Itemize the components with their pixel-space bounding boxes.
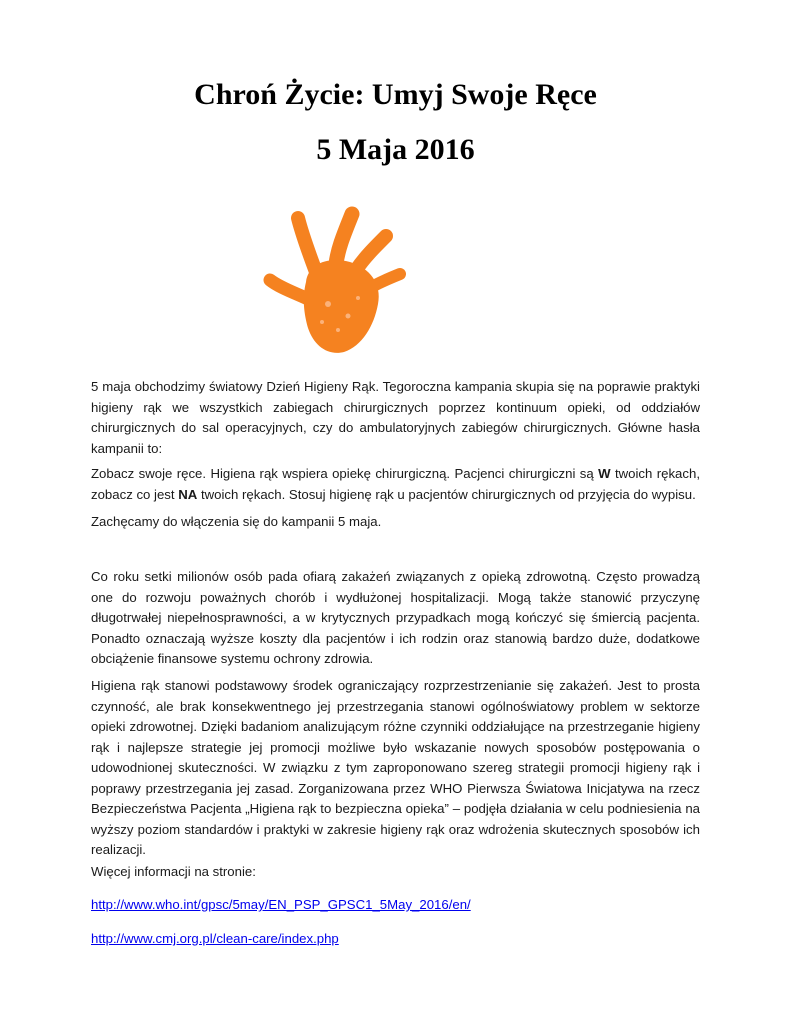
document-date-title: 5 Maja 2016 <box>316 133 475 166</box>
handprint-index-finger <box>298 218 316 272</box>
intro-paragraph: 5 maja obchodzimy światowy Dzień Higieny Rąk. Tegoroczna kampania skupia się na poprawie praktyki higieny rąk we wszystkich zabiegach chirurgicznych poprzez kontinuum opieki, od oddziałów chirurgicznych do sal operacyjnych, czy do ambulatoryjnych zabiegów chirurgicznych. Główne hasła kampanii to: <box>91 379 700 456</box>
cmj-link[interactable]: http://www.cmj.org.pl/clean-care/index.php <box>91 931 339 946</box>
infections-paragraph: Co roku setki milionów osób pada ofiarą zakażeń związanych z opieką zdrowotną. Często prowadzą one do rozwoju poważnych chorób i wydłużonej hospitalizacji. Mogą także stanowić przyczynę długotrwałej niepełnosprawności, a w krytycznych przypadkach mogą kończyć się śmiercią pacjenta. Ponadto oznaczają wyższe koszty dla pacjentów i ich rodzin oraz stanowią bardzo duże, dodatkowe obciążenie finansowe systemu ochrony zdrowia. <box>91 569 700 666</box>
handprint-middle-finger <box>336 214 352 264</box>
handprint-little-finger <box>370 274 400 288</box>
slogan-paragraph <box>91 464 700 505</box>
handprint-ring-finger <box>356 236 386 270</box>
handprint-thumb <box>270 280 310 300</box>
slogan-text-3: twoich rękach. Stosuj higienę rąk u pacjentów chirurgicznych od przyjęcia do wypisu. <box>197 486 696 502</box>
more-info-label: Więcej informacji na stronie: <box>91 864 256 879</box>
document-title: Chroń Życie: Umyj Swoje Ręce <box>194 78 597 111</box>
slogan-bold-na: NA <box>178 486 198 502</box>
orange-handprint-icon <box>258 204 408 360</box>
who-link[interactable]: http://www.who.int/gpsc/5may/EN_PSP_GPSC1_5May_2016/en/ <box>91 897 471 912</box>
slogan-text-2: twoich rękach, zobacz co jest <box>91 466 700 502</box>
hand-hygiene-paragraph: Higiena rąk stanowi podstawowy środek ograniczający rozprzestrzenianie się zakażeń. Jest to prosta czynność, ale brak konsekwentnego jej przestrzegania stanowi ogólnoświatowy problem w sektorze opieki zdrowotnej. Dzięki badaniom analizującym różne czynniki oddziałujące na przestrzeganie higieny rąk i najlepsze strategie jej promocji możliwe było wskazanie nowych sposobów postępowania o udowodnionej skuteczności. W związku z tym zaproponowano szereg strategii promocji higieny rąk i poprawy przestrzegania jej zasad. Zorganizowana przez WHO Pierwsza Światowa Inicjatywa na rzecz Bezpieczeństwa Pacjenta „Higiena rąk to bezpieczna opieka” – podjęła działania w celu podniesienia na wyższy poziom standardów i praktyki w zakresie higieny rąk oraz wdrożenia skutecznych sposobów ich realizacji. <box>91 678 700 857</box>
slogan-text-1: Zobacz swoje ręce. Higiena rąk wspiera opiekę chirurgiczną. Pacjenci chirurgiczni są <box>91 466 599 481</box>
invitation-paragraph: Zachęcamy do włączenia się do kampanii 5 maja. <box>91 514 382 529</box>
slogan-bold-w: W <box>598 466 611 481</box>
